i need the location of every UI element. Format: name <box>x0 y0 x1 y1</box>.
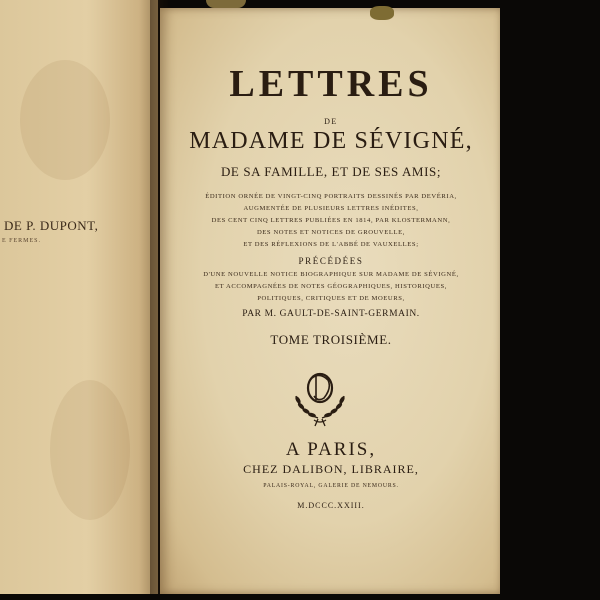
left-page <box>0 0 158 600</box>
paper-stain <box>20 60 110 180</box>
book-title: LETTRES <box>229 63 433 105</box>
laurel-monogram-icon <box>288 366 352 428</box>
left-page-subtext: E FERMES. <box>2 238 42 244</box>
family-line: DE SA FAMILLE, ET DE SES AMIS; <box>220 164 442 179</box>
dark-background <box>500 0 600 600</box>
year-line: M.DCCC.XXIII. <box>297 501 365 510</box>
edition-line: DES NOTES ET NOTICES DE GROUVELLE, <box>256 229 406 236</box>
dark-background <box>0 594 600 600</box>
volume-line: TOME TROISIÈME. <box>270 332 392 347</box>
left-page-text: DE P. DUPONT, <box>4 218 99 233</box>
paper-stain <box>50 380 130 520</box>
address-line: PALAIS-ROYAL, GALERIE DE NEMOURS. <box>263 483 399 489</box>
notice-line: ET ACCOMPAGNÉES DE NOTES GÉOGRAPHIQUES, HISTORIQUES, <box>214 283 448 290</box>
notice-line: D'UNE NOUVELLE NOTICE BIOGRAPHIQUE SUR MADAME DE SÉVIGNÉ, <box>203 271 459 278</box>
edition-line: ET DES RÉFLEXIONS DE L'ABBÉ DE VAUXELLES; <box>243 241 419 248</box>
place-line: A PARIS, <box>285 439 377 460</box>
title-de: DE <box>324 117 338 126</box>
edition-line: DES CENT CINQ LETTRES PUBLIÉES EN 1814, PAR KLOSTERMANN, <box>211 217 451 224</box>
editor-line: PAR M. GAULT-DE-SAINT-GERMAIN. <box>242 309 420 319</box>
precedees-heading: PRÉCÉDÉES <box>298 256 364 266</box>
notice-line: POLITIQUES, CRITIQUES ET DE MOEURS, <box>257 295 405 302</box>
edition-line: ÉDITION ORNÉE DE VINGT-CINQ PORTRAITS DESSINÉS PAR DEVÉRIA, <box>205 193 457 200</box>
edition-line: AUGMENTÉE DE PLUSIEURS LETTRES INÉDITES, <box>243 205 419 212</box>
publisher-line: CHEZ DALIBON, LIBRAIRE, <box>243 462 419 476</box>
author-name: MADAME DE SÉVIGNÉ, <box>189 128 473 154</box>
title-page-text <box>160 0 502 600</box>
